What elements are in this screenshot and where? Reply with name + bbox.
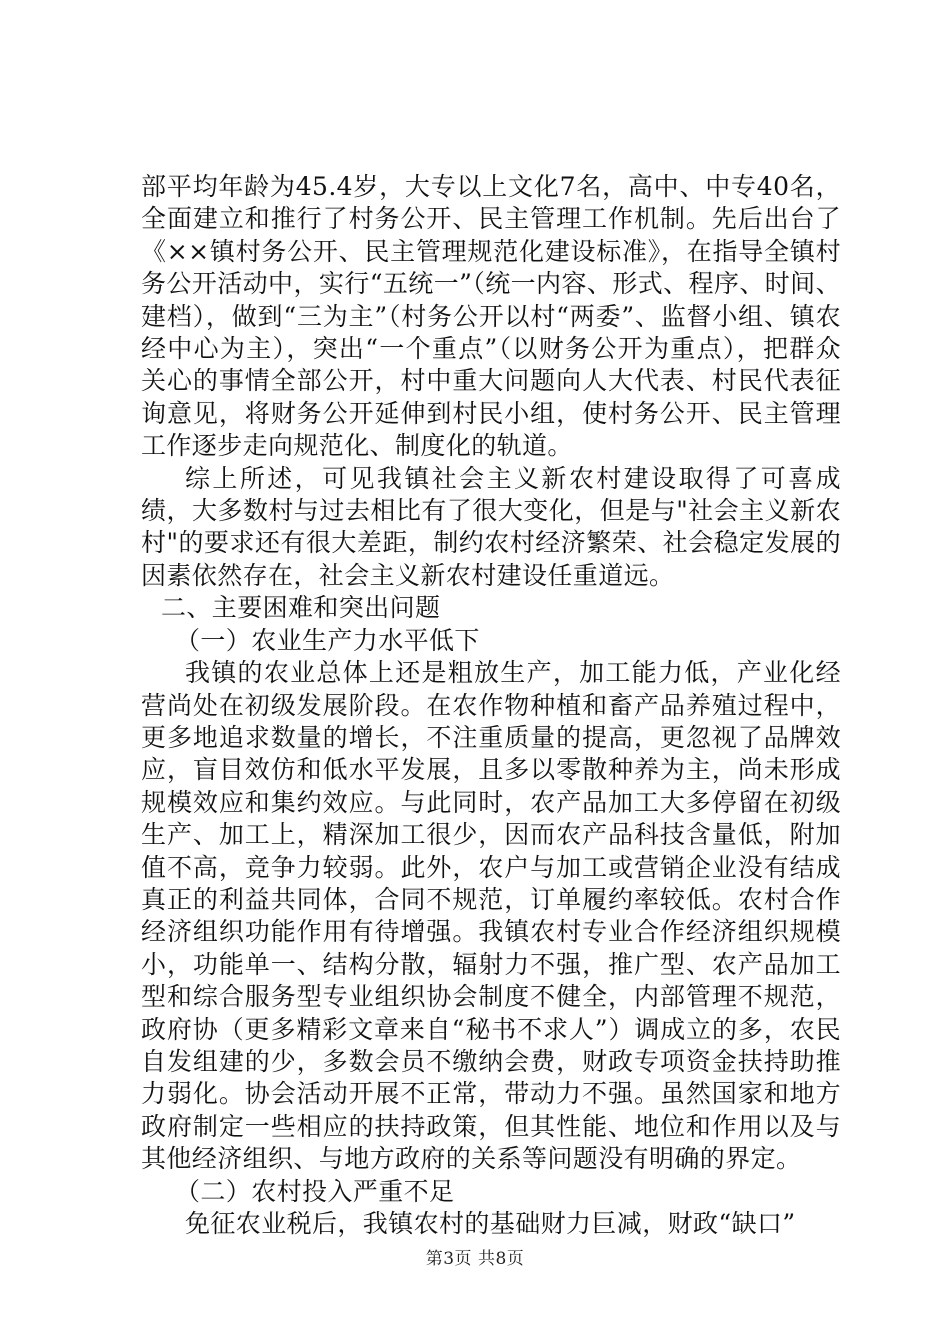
paragraph-summary: 综上所述，可见我镇社会主义新农村建设取得了可喜成绩，大多数村与过去相比有了很大变化，但是与"社会主义新农村"的要求还有很大差距，制约农村经济繁荣、社会稳定发展的因素依然存在，社会主义新农村建设任重道远。 (141, 463, 841, 590)
document-body (141, 171, 841, 1240)
page-number-footer: 第3页 共8页 (425, 1249, 525, 1269)
paragraph-investment: 免征农业税后，我镇农村的基础财力巨减，财政“缺口” (185, 1209, 796, 1238)
paragraph-continued: 部平均年龄为45.4岁，大专以上文化7名，高中、中专40名，全面建立和推行了村务公开、民主管理工作机制。先后出台了《××镇村务公开、民主管理规范化建设标准》，在指导全镇村务公开活动中，实行“五统一”（统一内容、形式、程序、时间、建档），做到“三为主”（村务公开以村“两委”、监督小组、镇农经中心为主），突出“一个重点”（以财务公开为重点），把群众关心的事情全部公开，村中重大问题向人大代表、村民代表征询意见，将财务公开延伸到村民小组，使村务公开、民主管理工作逐步走向规范化、制度化的轨道。 (141, 172, 841, 461)
subsection-heading-1: （一）农业生产力水平低下 (175, 625, 480, 655)
paragraph-agriculture: 我镇的农业总体上还是粗放生产，加工能力低，产业化经营尚处在初级发展阶段。在农作物种植和畜产品养殖过程中，更多地追求数量的增长，不注重质量的提高，更忽视了品牌效应，盲目效仿和低水平发展，且多以零散种养为主，尚未形成规模效应和集约效应。与此同时，农产品加工大多停留在初级生产、加工上，精深加工很少，因而农产品科技含量低，附加值不高，竞争力较弱。此外，农户与加工或营销企业没有结成真正的利益共同体，合同不规范，订单履约率较低。农村合作经济组织功能作用有待增强。我镇农村专业合作经济组织规模小，功能单一、结构分散，辐射力不强，推广型、农产品加工型和综合服务型专业组织协会制度不健全，内部管理不规范，政府协（更多精彩文章来自“秘书不求人”）调成立的多，农民自发组建的少，多数会员不缴纳会费，财政专项资金扶持助推力弱化。协会活动开展不正常，带动力不强。虽然国家和地方政府制定一些相应的扶持政策，但其性能、地位和作用以及与其他经济组织、与地方政府的关系等问题没有明确的界定。 (141, 658, 841, 1174)
subsection-heading-2: （二）农村投入严重不足 (175, 1176, 455, 1206)
section-heading: 二、主要困难和突出问题 (161, 593, 441, 623)
